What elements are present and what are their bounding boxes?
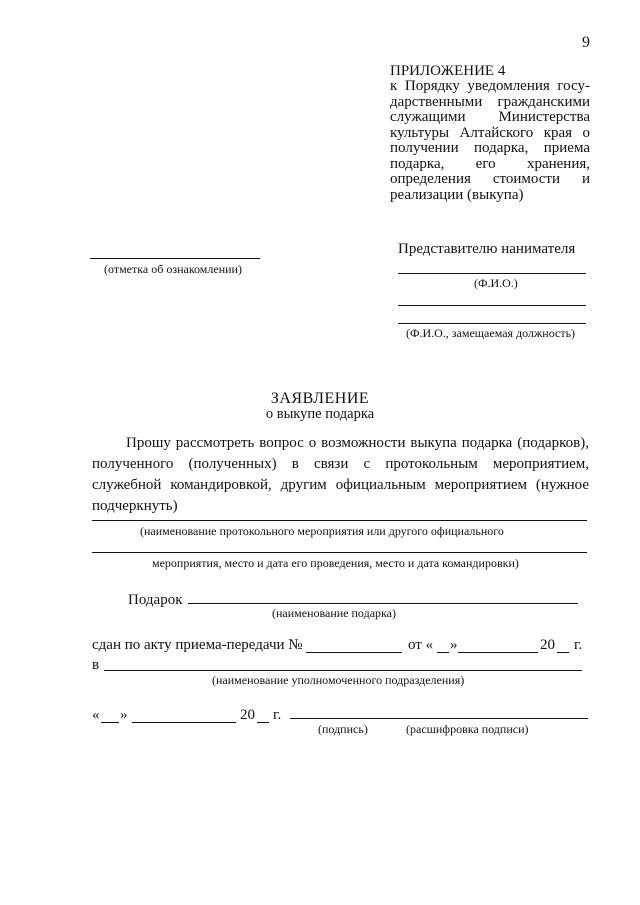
request-paragraph (92, 433, 589, 517)
sign-day-line[interactable] (101, 722, 119, 723)
gift-caption: (наименование подарка) (272, 606, 396, 620)
addressee-label: Представителю нанимателя (398, 241, 576, 257)
appendix-text (390, 79, 590, 203)
transfer-year-prefix: 20 (540, 637, 555, 653)
transfer-in-label: в (92, 657, 100, 673)
department-caption: (наименование уполномоченного подразделения) (212, 673, 465, 687)
paragraph-line: подчеркнуть) (92, 498, 178, 514)
transfer-text: сдан по акту приема-передачи № (92, 637, 303, 653)
sign-year-line[interactable] (257, 722, 269, 723)
paragraph-line: служебной командировкой, другим официальным мероприятием (нужное (92, 477, 589, 493)
addressee-line-2[interactable] (398, 305, 586, 306)
page-number: 9 (582, 34, 590, 51)
sign-year-suffix: г. (273, 707, 282, 723)
event-details-line[interactable] (92, 552, 587, 553)
appendix-line: дарственными гражданскими (390, 93, 590, 110)
acknowledgement-line[interactable] (90, 258, 260, 259)
transfer-day-line[interactable] (437, 652, 449, 653)
appendix-line: получении подарка, приема (390, 140, 590, 156)
transfer-quote-close: » (450, 637, 458, 653)
transfer-year-suffix: г. (574, 637, 583, 653)
act-number-line[interactable] (306, 652, 402, 653)
appendix-line: к Порядку уведомления госу- (390, 78, 590, 94)
addressee-line-3[interactable] (398, 323, 586, 324)
addressee-fio-caption: (Ф.И.О.) (474, 276, 518, 290)
appendix-line: реализации (выкупа) (390, 186, 524, 203)
sign-quote-open: « (92, 707, 100, 723)
appendix-line: культуры Алтайского края о (390, 124, 590, 141)
addressee-position-caption: (Ф.И.О., замещаемая должность) (406, 326, 576, 340)
event-name-line[interactable] (92, 520, 587, 521)
acknowledgement-caption: (отметка об ознакомлении) (104, 262, 242, 276)
event-caption-1: (наименование протокольного мероприятия или другого официального (140, 524, 504, 538)
transfer-year-line[interactable] (557, 652, 569, 653)
signature-caption: (подпись) (318, 722, 368, 736)
gift-name-line[interactable] (188, 603, 578, 604)
document-subtitle: о выкупе подарка (265, 406, 375, 422)
appendix-line: подарка, его хранения, (390, 155, 590, 172)
appendix-line: служащими Министерства (390, 109, 590, 125)
gift-label: Подарок (128, 592, 183, 608)
sign-year-prefix: 20 (240, 707, 255, 723)
transfer-from: от « (408, 637, 434, 653)
sign-month-line[interactable] (132, 722, 236, 723)
event-caption-2: мероприятия, место и дата его проведения, место и дата командировки) (152, 556, 519, 570)
paragraph-line: полученного (полученных) в связи с протокольным мероприятием, (92, 456, 589, 472)
sign-quote-close: » (120, 707, 128, 723)
signature-line[interactable] (290, 718, 588, 719)
paragraph-line: Прошу рассмотреть вопрос о возможности выкупа подарка (подарков), (126, 435, 589, 451)
transfer-month-line[interactable] (458, 652, 538, 653)
appendix-title: ПРИЛОЖЕНИЕ 4 (390, 63, 506, 79)
document-title: ЗАЯВЛЕНИЕ (270, 390, 370, 407)
signature-decoding-caption: (расшифровка подписи) (406, 722, 529, 736)
addressee-fio-line[interactable] (398, 273, 586, 274)
appendix-line: определения стоимости и (390, 171, 590, 187)
department-line[interactable] (104, 670, 582, 671)
